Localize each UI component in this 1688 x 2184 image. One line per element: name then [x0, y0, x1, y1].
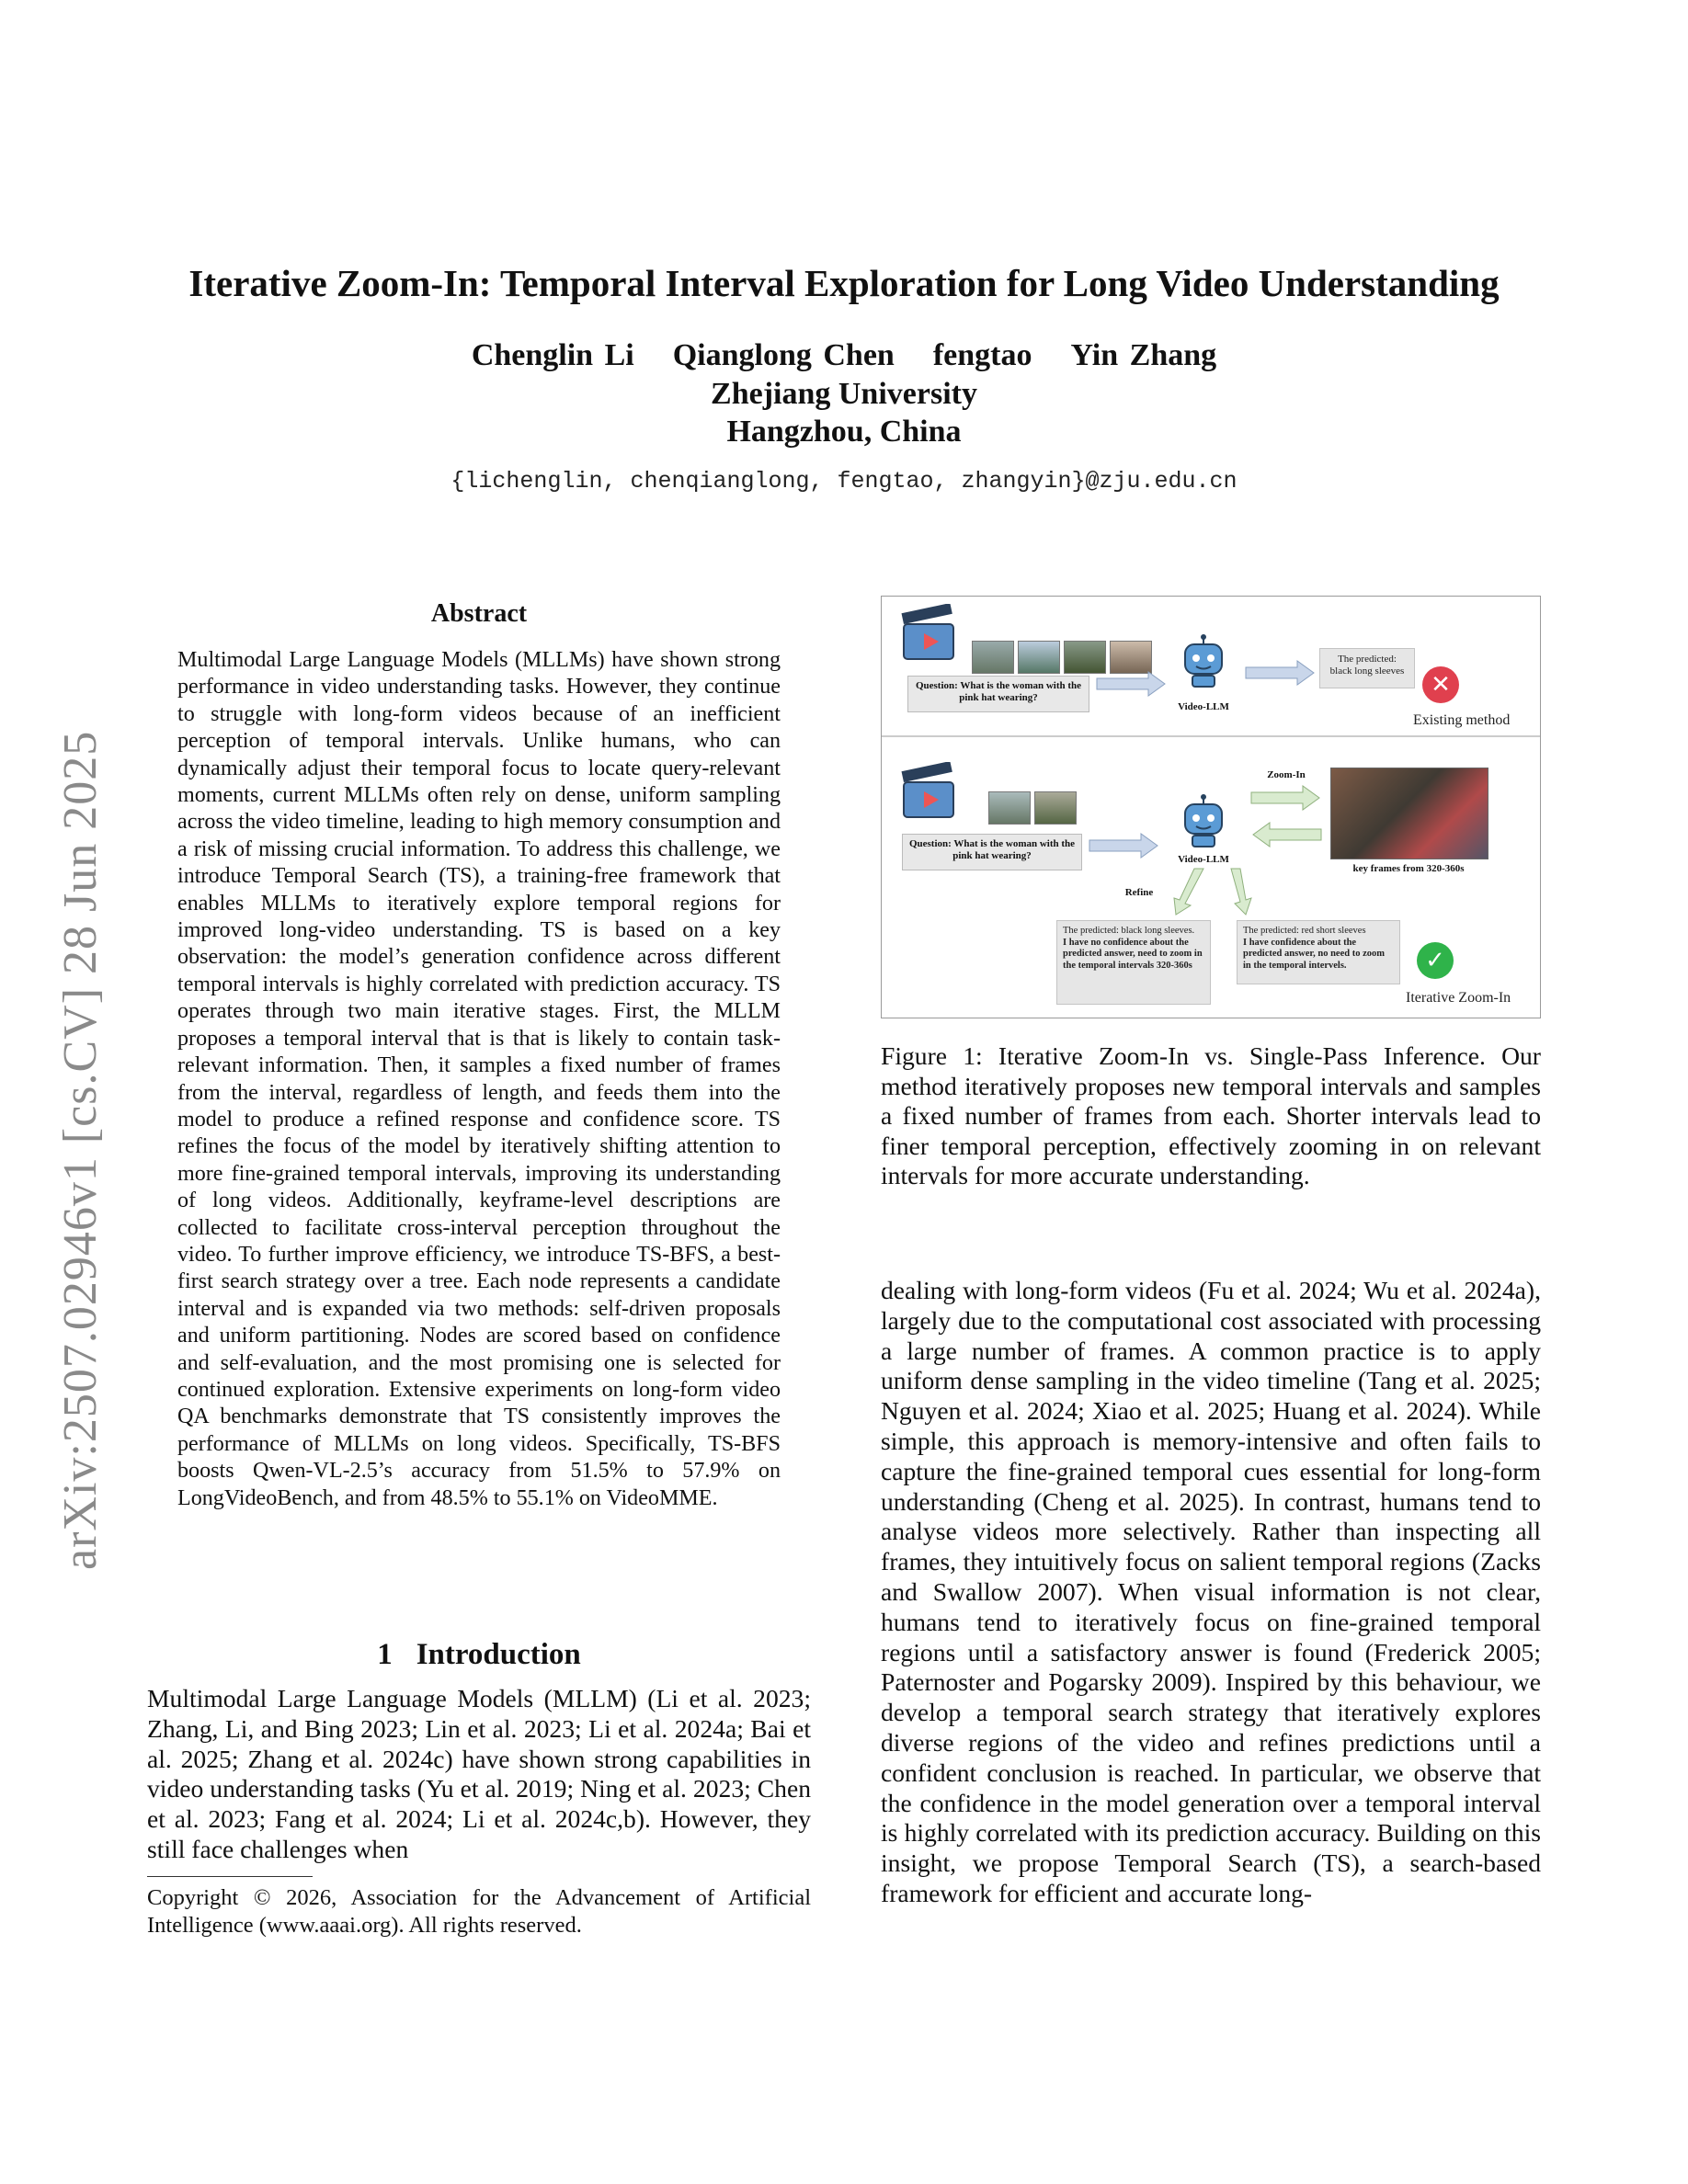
model-label: Video-LLM: [1178, 701, 1229, 712]
video-frame-thumbnail: [1110, 641, 1152, 674]
prediction-box-low-confidence: [1056, 920, 1211, 1005]
abstract-heading: Abstract: [430, 599, 528, 628]
question-box: Question: What is the woman with the pink hat wearing?: [907, 676, 1089, 712]
arrow-right-icon: [1088, 832, 1161, 859]
refine-arrows-icon: [1158, 865, 1268, 916]
arrow-right-icon: [1244, 659, 1317, 687]
video-frame-thumbnail: [1034, 791, 1077, 825]
figure-caption: Figure 1: Iterative Zoom-In vs. Single-Pass Inference. Our method iteratively proposes new temporal intervals and samples a fixed number of frames from each. Shorter intervals lead to finer temporal perception, effectively zooming in on relevant intervals for more accurate understanding.: [881, 1041, 1541, 1190]
video-frame-thumbnail: [1064, 641, 1106, 674]
prediction-box-high-confidence: [1237, 920, 1400, 984]
video-clapper-icon: [900, 604, 959, 663]
prediction-line: The predicted: red short sleeves: [1243, 926, 1366, 936]
robot-icon: [1176, 793, 1231, 848]
prediction-line: The predicted: black long sleeves.: [1063, 926, 1195, 936]
abstract-body: Multimodal Large Language Models (MLLMs) have shown strong performance in video understanding tasks. However, they continue to struggle with long-form videos because of an inefficient perception of temporal intervals. Unlike humans, who can dynamically adjust their temporal focus to locate query-relevant moments, current MLLMs often rely on dense, uniform sampling across the video timeline, leading to high memory consumption and a risk of missing crucial information. To address this challenge, we introduce Temporal Search (TS), a training-free framework that enables MLLMs to iteratively explore temporal regions for improved long-video understanding. TS is based on a key observation: the model’s generation confidence across different temporal intervals is highly correlated with prediction accuracy. TS operates through two main iterative stages. First, the MLLM proposes a temporal interval that is that is likely to contain task-relevant information. Then, it samples a fixed number of frames from the interval, regardless of length, and feeds them into the model to produce a refined response and confidence score. TS refines the focus of the model by iteratively shifting attention to more fine-grained temporal intervals, improving its understanding of long videos. Additionally, keyframe-level descriptions are collected to facilitate cross-interval perception throughout the video. To further improve efficiency, we introduce TS-BFS, a best-first search strategy over a tree. Each node represents a candidate interval and is expanded via two methods: self-driven proposals and uniform partitioning. Nodes are scored based on confidence and self-evaluation, and the most promising one is selected for continued exploration. Extensive experiments on long-form video QA benchmarks demonstrate that TS consistently improves the performance of MLLMs on long videos. Specifically, TS-BFS boosts Qwen-VL-2.5’s accuracy from 51.5% to 57.9% on LongVideoBench, and from 48.5% to 55.1% on VideoMME.: [177, 648, 781, 1510]
section-number: 1: [377, 1638, 393, 1671]
paper-title: Iterative Zoom-In: Temporal Interval Exploration for Long Video Understanding: [188, 262, 1500, 304]
video-clapper-icon: [900, 762, 959, 821]
video-frame-thumbnail: [1018, 641, 1060, 674]
footnote-rule: [147, 1876, 313, 1877]
model-label: Video-LLM: [1178, 854, 1229, 865]
keyframe-image: [1330, 768, 1488, 859]
author-emails: {lichenglin, chenqianglong, fengtao, zhangyin}@zju.edu.cn: [451, 468, 1237, 495]
copyright-footnote: Copyright © 2026, Association for the Advancement of Artificial Intelligence (www.aaai.org). All rights reserved.: [147, 1885, 811, 1938]
affiliation-institution: Zhejiang University: [711, 377, 977, 411]
section-heading-introduction: [147, 1638, 811, 1672]
author-name: fengtao: [932, 338, 1032, 372]
section-title: Introduction: [416, 1638, 581, 1671]
author-name: Yin Zhang: [1070, 338, 1217, 372]
arrow-right-icon: [1095, 670, 1169, 698]
author-list: [0, 338, 1688, 373]
check-icon: ✓: [1417, 942, 1454, 979]
arrow-right-icon: [1249, 784, 1323, 812]
confidence-statement: I have no confidence about the predicted answer, need to zoom in the temporal intervals 320-360s: [1063, 937, 1203, 971]
cross-icon: ✕: [1422, 666, 1459, 703]
keyframes-label: key frames from 320-360s: [1352, 863, 1465, 874]
author-name: Chenglin Li: [471, 338, 634, 372]
author-name: Qianglong Chen: [672, 338, 895, 372]
affiliation-location: Hangzhou, China: [726, 415, 962, 449]
arxiv-identifier: arXiv:2507.02946v1 [cs.CV] 28 Jun 2025: [54, 730, 107, 1570]
intro-paragraph-left: Multimodal Large Language Models (MLLM) (Li et al. 2023; Zhang, Li, and Bing 2023; Lin et al. 2023; Li et al. 2024a; Bai et al. 2025; Zhang et al. 2024c) have shown strong capabilities in video understanding tasks (Yu et al. 2019; Ning et al. 2023; Chen et al. 2023; Fang et al. 2024; Li et al. 2024c,b). However, they still face challenges when: [147, 1684, 811, 1863]
zoom-in-label: Zoom-In: [1267, 769, 1306, 780]
intro-paragraph-right: dealing with long-form videos (Fu et al. 2024; Wu et al. 2024a), largely due to the computational cost associated with processing a large number of frames. A common practice is to apply uniform dense sampling in the video timeline (Tang et al. 2025; Nguyen et al. 2024; Xiao et al. 2025; Huang et al. 2024). While simple, this approach is memory-intensive and often fails to capture the fine-grained temporal cues essential for long-form understanding (Cheng et al. 2025). In contrast, humans tend to analyse videos more selectively. Rather than inspecting all frames, they intuitively focus on salient temporal regions (Zacks and Swallow 2007). When visual information is not clear, humans tend to iteratively focus on fine-grained temporal regions until a satisfactory answer is found (Frederick 2005; Paternoster and Pogarsky 2009). Inspired by this behaviour, we develop a temporal search strategy that iteratively explores diverse regions of the video and refines predictions until a confident conclusion is reached. In particular, we observe that the confidence in the model generation over a temporal interval is highly correlated with its prediction accuracy. Building on this insight, we propose Temporal Search (TS), a search-based framework for efficient and accurate long-: [881, 1276, 1541, 1907]
arrow-left-icon: [1249, 821, 1323, 848]
robot-icon: [1176, 633, 1231, 688]
prediction-box: The predicted: black long sleeves: [1319, 648, 1415, 688]
confidence-statement: I have confidence about the predicted answer, no need to zoom in the temporal intervels.: [1243, 937, 1385, 971]
question-box: Question: What is the woman with the pink hat wearing?: [902, 834, 1082, 870]
method-label-existing: Existing method: [1413, 712, 1511, 728]
figure-1: [881, 596, 1541, 1018]
video-frame-thumbnail: [972, 641, 1014, 674]
refine-label: Refine: [1124, 887, 1154, 898]
video-frame-thumbnail: [988, 791, 1031, 825]
method-label-iterative: Iterative Zoom-In: [1406, 990, 1511, 1006]
